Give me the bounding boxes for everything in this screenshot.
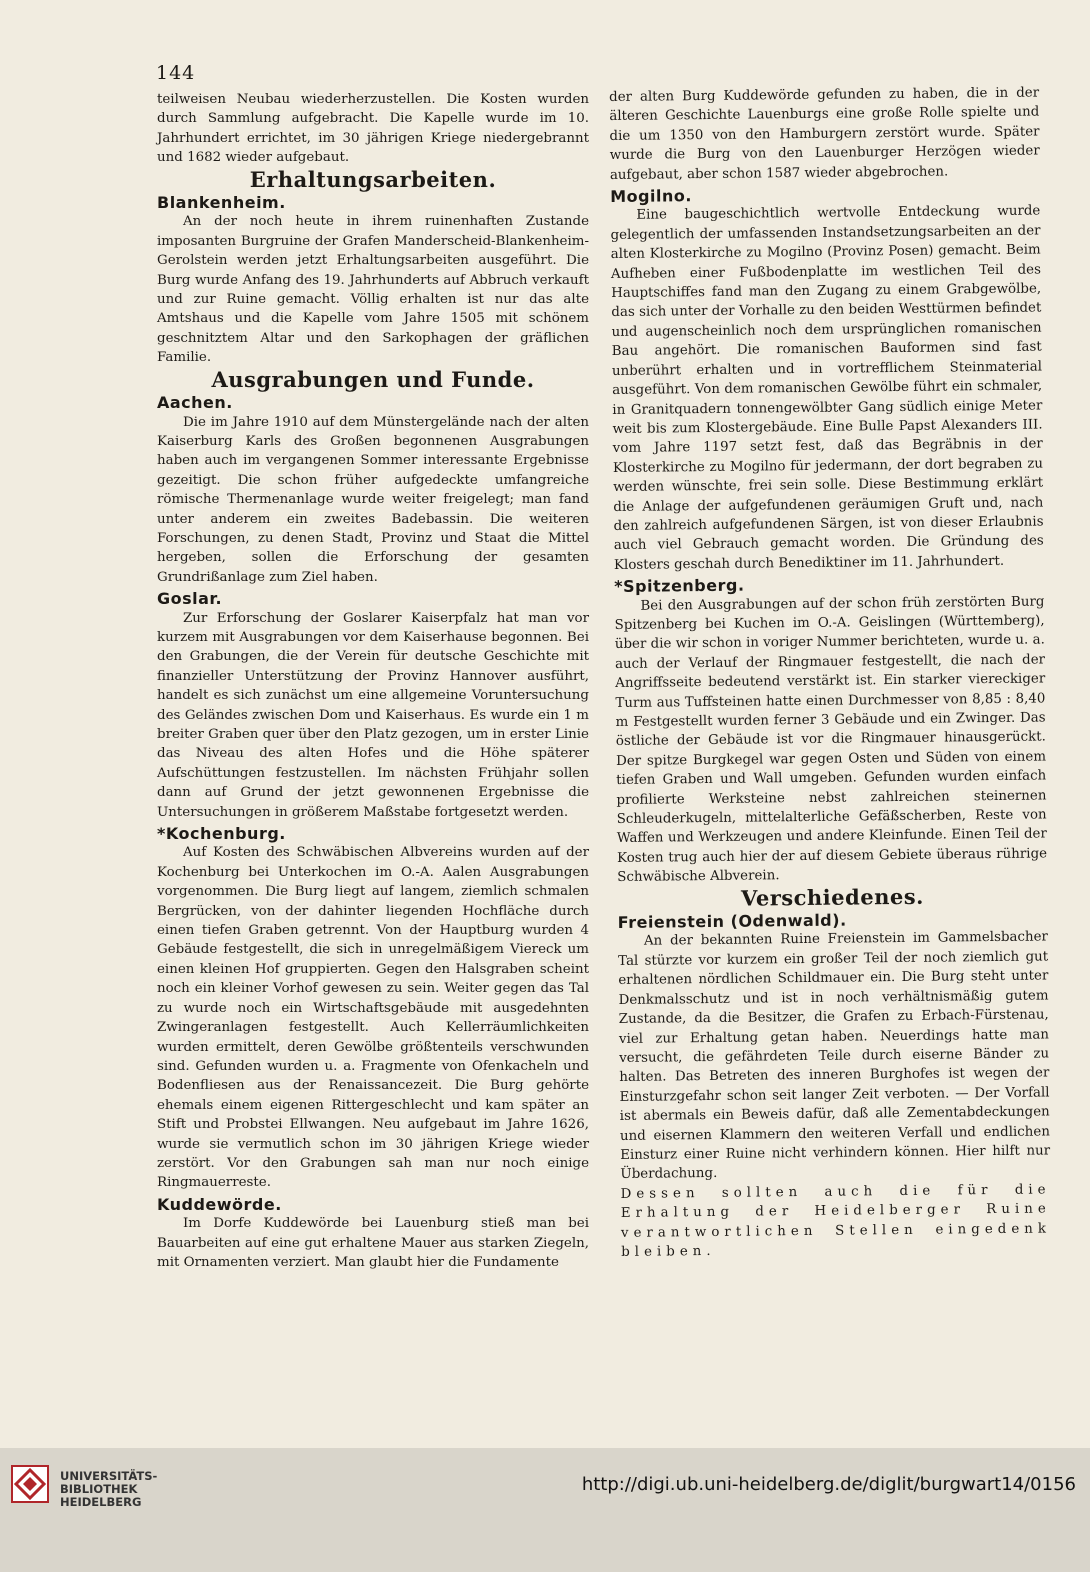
viewer-footer bbox=[0, 1448, 1090, 1572]
library-name-line: UNIVERSITÄTS- bbox=[60, 1469, 158, 1483]
library-name bbox=[60, 1470, 157, 1509]
subheading-aachen: Aachen. bbox=[157, 393, 233, 413]
paragraph-mogilno: Eine baugeschichtlich wertvolle Entdeckung wurde gelegentlich der umfassenden Instandsetzungsarbeiten an der alten Klosterkirche zu Mogilno (Provinz Posen) gemacht. Beim Aufheben einer Fußbodenplatte im westlichen Teil des Hauptschiffes fand man den Zugang zu einem Grabgewölbe, das sich unter der Vorhalle zu den beiden Westtürmen befindet und augenscheinlich noch dem ursprünglichen romanischen Bau angehört. Die romanischen Bauformen sind fast unberührt erhalten und in vortrefflichem Steinmaterial ausgeführt. Von dem romanischen Gewölbe führt ein schmaler, in Granitquadern tonnengewölbter Gang südlich einige Meter weit bis zum Klostergebäude. Eine Bulle Papst Alexanders III. vom Jahre 1197 setzt fest, daß das Begräbnis in der Klosterkirche zu Mogilno für jedermann, der dort begraben zu werden wünschte, frei sein solle. Diese Bestimmung erklärt die Anlage der aufgefundenen geräumigen Gruft und, nach den zahlreich aufgefundenen Särgen, ist von dieser Erlaubnis auch viel Gebrauch gemacht worden. Die Gründung des Klosters geschah durch Benediktiner im 11. Jahrhundert. bbox=[610, 203, 1044, 573]
source-url-link[interactable]: http://digi.ub.uni-heidelberg.de/diglit/burgwart14/0156 bbox=[581, 1474, 1076, 1495]
subheading-kuddewoerde: Kuddewörde. bbox=[157, 1194, 282, 1214]
intro-paragraph: teilweisen Neubau wiederherzustellen. Die Kosten wurden durch Sammlung aufgebracht. Die Kapelle wurde im 10. Jahrhundert errichtet, im 30 jährigen Kriege niedergebrannt und 1682 wieder aufgebaut. bbox=[157, 92, 589, 166]
section-heading-erhaltungsarbeiten: Erhaltungsarbeiten. bbox=[249, 166, 497, 192]
subheading-mogilno: Mogilno. bbox=[610, 186, 693, 207]
paragraph-spitzenberg: Bei den Ausgrabungen auf der schon früh zerstörten Burg Spitzenberg bei Kuchen im O.-A. Geislingen (Württemberg), über die wir schon in voriger Nummer berichteten, wurde u. a. auch der Verlauf der Ringmauer festgestellt, die nach der Angriffsseite bedeutend verstärkt ist. Ein starker viereckiger Turm aus Tuffsteinen hatte einen Durchmesser von 8,85 : 8,40 m Festgestellt wurden ferner 3 Gebäude und ein Zwinger. Das östliche der Gebäude ist vor die Ringmauer hinausgerückt. Der spitze Burgkegel war gegen Osten und Süden von einem tiefen Graben und Wall umgeben. Gefunden wurden einfach profilierte Werksteine nebst zahlreichen steinernen Schleuderkugeln, mittelalterliche Gefäßscherben, Reste von Waffen und Werkzeugen und andere Kleinfunde. Einen Teil der Kosten trug auch hier der auf diesem Gebiete überaus rührige Schwäbische Albverein. bbox=[614, 594, 1048, 886]
paragraph-blankenheim: An der noch heute in ihrem ruinenhaften Zustande imposanten Burgruine der Grafen Manderscheid-Blankenheim-Gerolstein werden jetzt Erhaltungsarbeiten ausgeführt. Die Burg wurde Anfang des 19. Jahrhunderts auf Abbruch verkauft und zur Ruine gemacht. Völlig erhalten ist nur das alte Amtshaus und die Kapelle vom Jahre 1505 mit schönem geschnitztem Altar und den Sarkophagen der gräflichen Familie. bbox=[157, 214, 589, 366]
section-heading-verschiedenes: Verschiedenes. bbox=[740, 883, 925, 911]
page-number: 144 bbox=[156, 62, 196, 84]
subheading-kochenburg: *Kochenburg. bbox=[157, 824, 286, 844]
subheading-spitzenberg: *Spitzenberg. bbox=[614, 575, 745, 597]
paragraph-goslar: Zur Erforschung der Goslarer Kaiserpfalz hat man vor kurzem mit Ausgrabungen vor dem Kaiserhause begonnen. Bei den Grabungen, die der Verein für deutsche Geschichte mit finanzieller Unterstützung der Provinz Hannover ausführt, handelt es sich zunächst um eine allgemeine Voruntersuchung des Geländes zwischen Dom und Kaiserhaus. Es wurde ein 1 m breiter Graben quer über den Platz gezogen, um in erster Linie das Niveau des alten Hofes und die Höhe späterer Aufschüttungen festzustellen. Im nächsten Frühjahr sollen dann auf Grund der jetzt gewonnenen Ergebnisse die Untersuchungen in größerem Maßstabe fortgesetzt werden. bbox=[157, 610, 589, 820]
right-column bbox=[609, 83, 1051, 1262]
paragraph-freienstein: An der bekannten Ruine Freienstein im Gammelsbacher Tal stürzte vor kurzem ein großer Teil der noch ziemlich gut erhaltenen nördlichen Schildmauer ein. Die Burg steht unter Denkmalsschutz und ist in noch verhältnismäßig gutem Zustande, da die Besitzer, die Grafen zu Erbach-Fürstenau, viel zur Erhaltung getan haben. Neuerdings hatte man versucht, die gefährdeten Teile durch eiserne Bänder zu halten. Das Betreten des inneren Burghofes ist wegen der Einsturzgefahr schon seit langer Zeit verboten. — Der Vorfall ist abermals ein Beweis dafür, daß alle Zementabdeckungen und eisernen Klammern den weiteren Verfall und endlichen Einsturz einer Ruine nicht verhindern können. Hier hilft nur Überdachung. bbox=[618, 929, 1051, 1183]
paragraph-freienstein-spaced: Dessen sollten auch die für die Erhaltung der Heidelberger Ruine verantwortlichen Stellen eingedenk bleiben. bbox=[620, 1182, 1052, 1260]
library-logo-icon bbox=[10, 1464, 50, 1504]
left-column bbox=[157, 90, 589, 1272]
library-name-line: HEIDELBERG bbox=[60, 1495, 142, 1509]
section-heading-ausgrabungen: Ausgrabungen und Funde. bbox=[211, 366, 535, 392]
paragraph-aachen: Die im Jahre 1910 auf dem Münstergelände nach der alten Kaiserburg Karls des Großen begonnenen Ausgrabungen haben auch im vergangenen Sommer interessante Ergebnisse gezeitigt. Die schon früher aufgedeckte umfangreiche römische Thermenanlage wurde weiter freigelegt; man fand unter anderem ein zweites Badebassin. Die weiteren Forschungen, zu denen Stadt, Provinz und Staat die Mittel hergeben, sollen die Erforschung der gesamten Grundrißanlage zum Ziel haben. bbox=[157, 414, 589, 585]
paragraph-kuddewoerde-continued: der alten Burg Kuddewörde gefunden zu haben, die in der älteren Geschichte Lauenburgs eine große Rolle spielte und die um 1350 von den Hamburgern zerstört wurde. Später wurde die Burg von den Lauenburger Herzögen wieder aufgebaut, aber schon 1587 wieder abgebrochen. bbox=[609, 85, 1040, 183]
paragraph-kuddewoerde: Im Dorfe Kuddewörde bei Lauenburg stieß man bei Bauarbeiten auf eine gut erhaltene Mauer aus starken Ziegeln, mit Ornamenten verziert. Man glaubt hier die Fundamente bbox=[157, 1216, 589, 1270]
library-name-line: BIBLIOTHEK bbox=[60, 1482, 138, 1496]
subheading-freienstein: Freienstein (Odenwald). bbox=[617, 910, 847, 933]
subheading-goslar: Goslar. bbox=[157, 589, 223, 609]
subheading-blankenheim: Blankenheim. bbox=[157, 193, 286, 213]
paragraph-kochenburg: Auf Kosten des Schwäbischen Albvereins wurden auf der Kochenburg bei Unterkochen im O.-A. Aalen Ausgrabungen vorgenommen. Die Burg liegt auf langem, ziemlich schmalen Bergrücken, von der dahinter liegenden Hochfläche durch einen tiefen Graben getrennt. Von der Hauptburg wurden 4 Gebäude festgestellt, die sich in unregelmäßigem Viereck um einen kleinen Hof gruppierten. Gegen den Halsgraben scheint noch ein kleiner Vorhof gewesen zu sein. Weiter gegen das Tal zu wurde noch ein Wirtschaftsgebäude mit ausgedehnten Zwingeranlagen festgestellt. Auch Kellerräumlichkeiten wurden ermittelt, deren Gewölbe größtenteils verschwunden sind. Gefunden wurden u. a. Fragmente von Ofenkacheln und Bodenfliesen aus der Renaissancezeit. Die Burg gehörte ehemals einem eigenen Rittergeschlecht und kam später an Stift und Probstei Ellwangen. Neu aufgebaut im Jahre 1626, wurde sie vermutlich schon im 30 jährigen Kriege wieder zerstört. Vor den Grabungen sah man nur noch einige Ringmauerreste. bbox=[157, 845, 589, 1191]
